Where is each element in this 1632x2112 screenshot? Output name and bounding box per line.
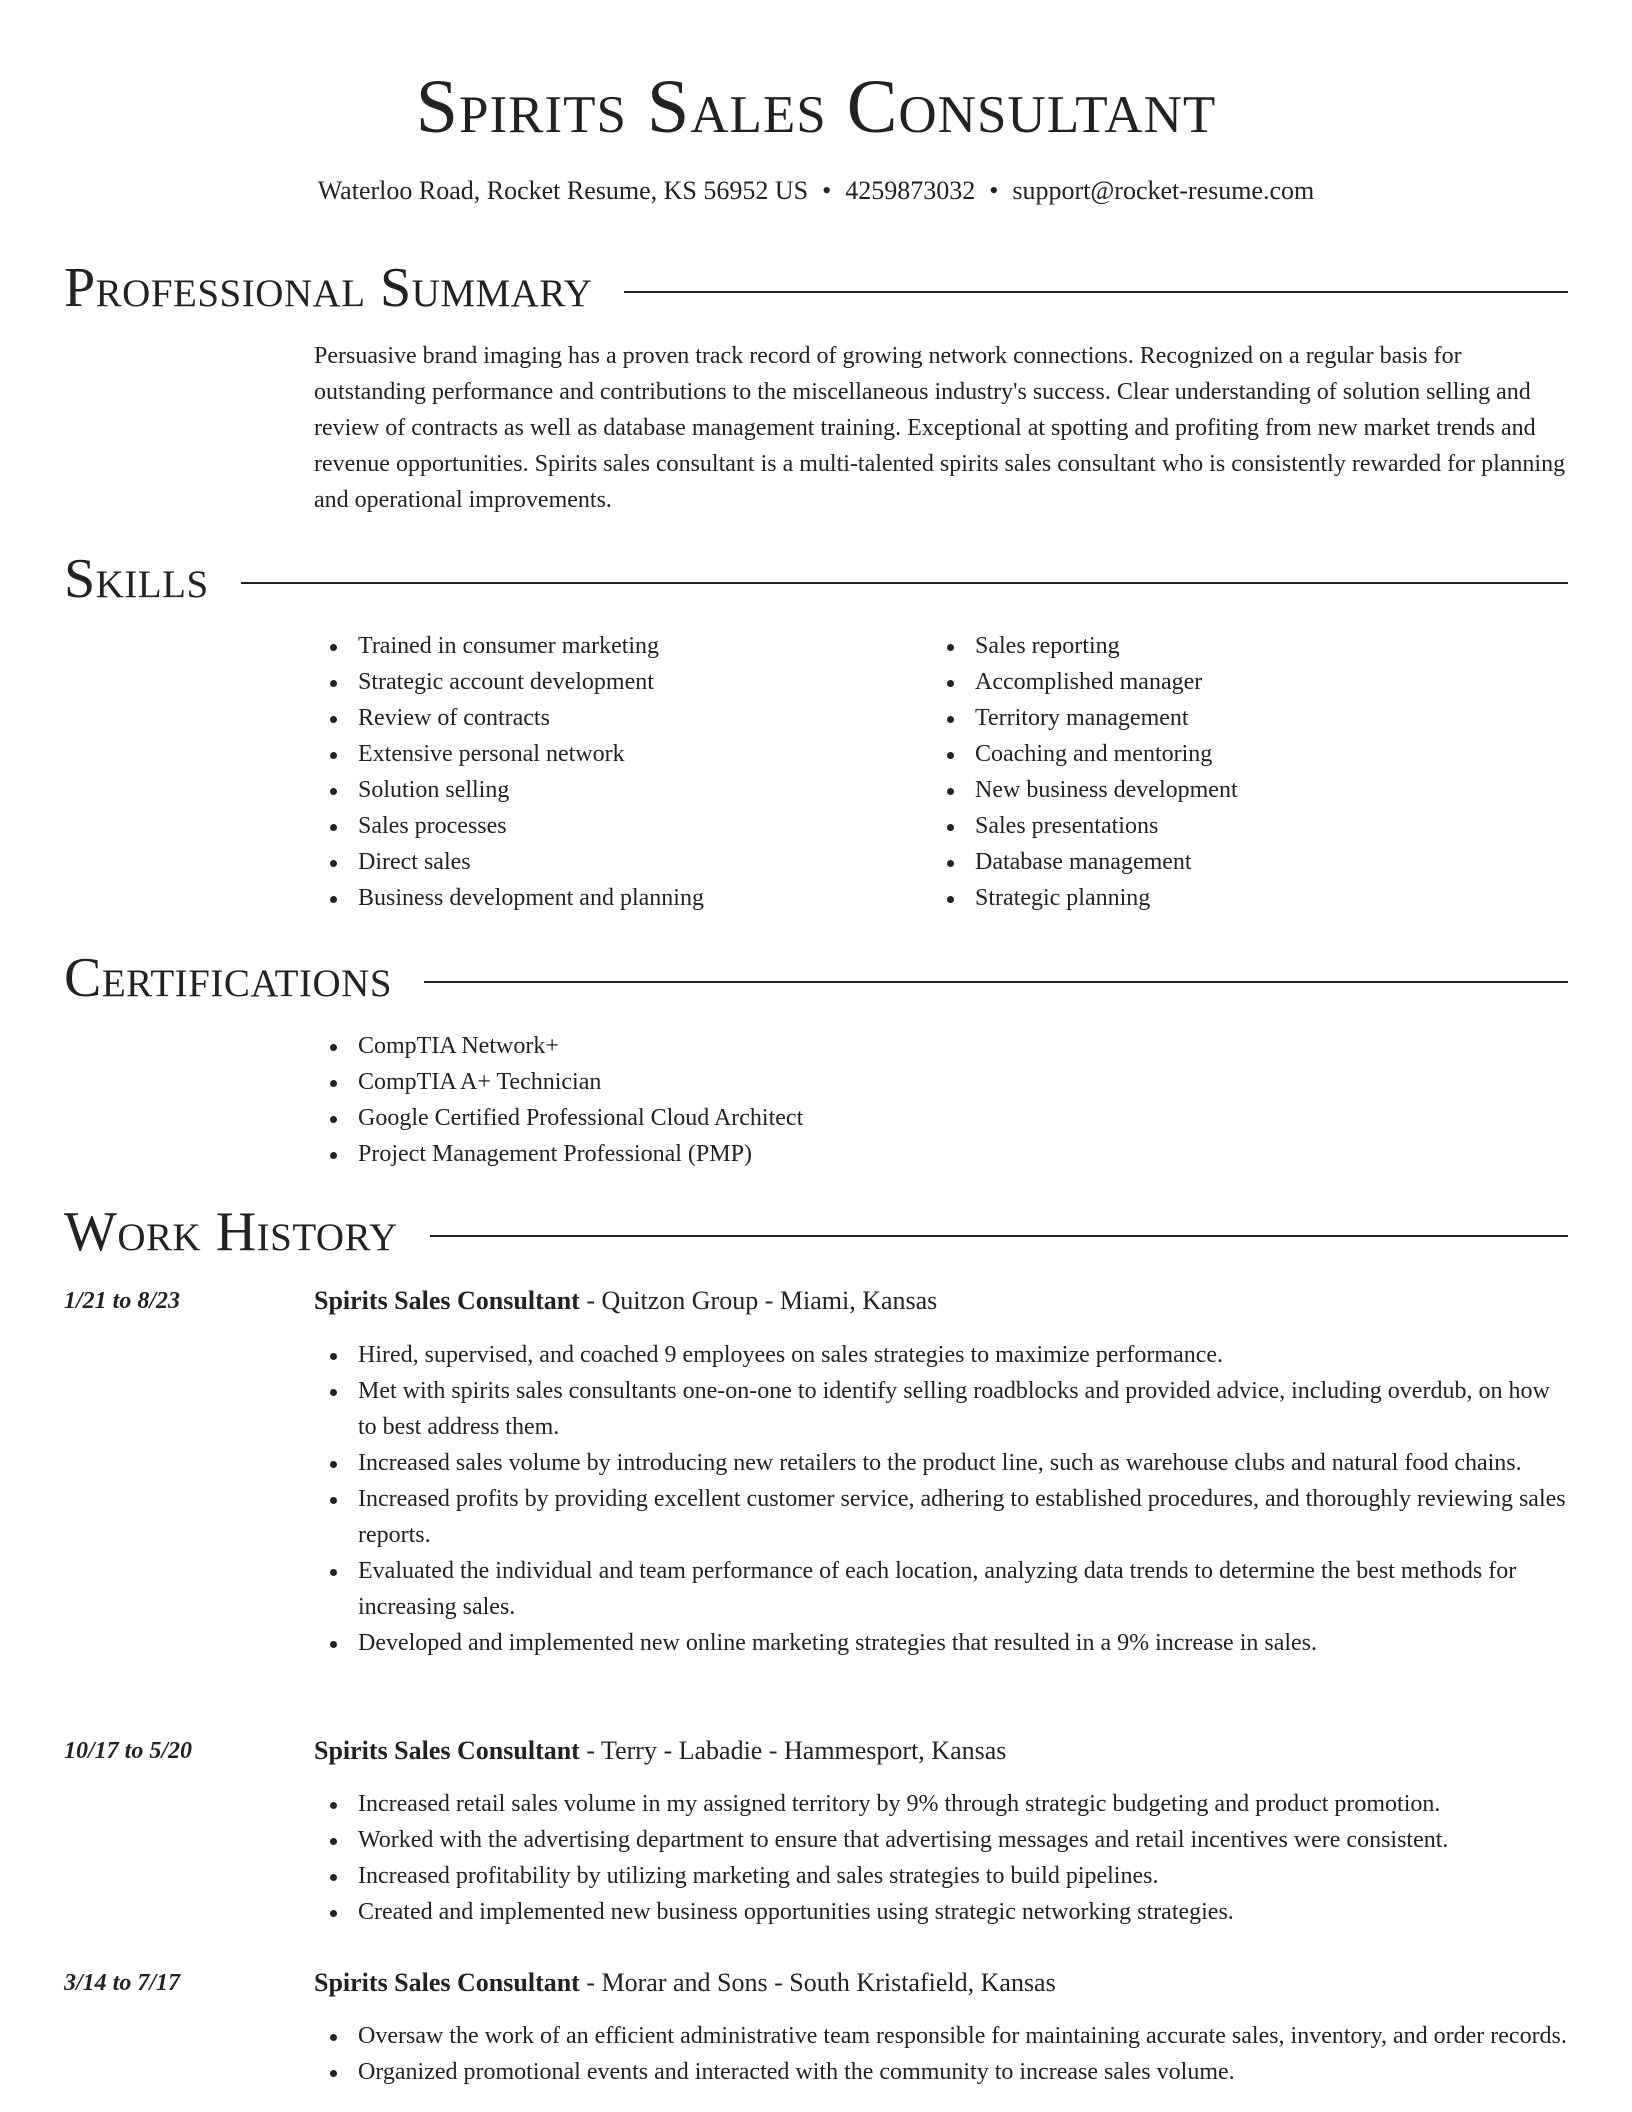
skill-item: Sales presentations bbox=[931, 808, 1548, 844]
section-divider bbox=[424, 981, 1568, 983]
duty-item: Increased sales volume by introducing new retailers to the product line, such as warehouse clubs and natural food chains. bbox=[314, 1445, 1568, 1481]
work-heading: Work History bbox=[64, 1201, 398, 1263]
skill-item: Direct sales bbox=[314, 844, 931, 880]
certifications-heading: Certifications bbox=[64, 947, 393, 1009]
skill-item: Review of contracts bbox=[314, 700, 931, 736]
skill-item: Accomplished manager bbox=[931, 664, 1548, 700]
skill-item: Trained in consumer marketing bbox=[314, 628, 931, 664]
summary-heading: Professional Summary bbox=[64, 257, 593, 319]
skill-item: Coaching and mentoring bbox=[931, 736, 1548, 772]
skills-heading: Skills bbox=[64, 548, 209, 610]
skill-item: Sales processes bbox=[314, 808, 931, 844]
section-divider bbox=[241, 582, 1568, 584]
certification-item: Google Certified Professional Cloud Architect bbox=[314, 1100, 1568, 1136]
skill-item: Extensive personal network bbox=[314, 736, 931, 772]
job-heading bbox=[314, 1733, 1568, 1769]
skills-list bbox=[314, 628, 1568, 916]
duty-item: Evaluated the individual and team performance of each location, analyzing data trends to determine the best methods for increasing sales. bbox=[314, 1553, 1568, 1625]
job-title: Spirits Sales Consultant bbox=[314, 1286, 580, 1315]
job-duties bbox=[314, 1337, 1568, 1661]
skill-item: Strategic account development bbox=[314, 664, 931, 700]
duty-item: Increased profitability by utilizing marketing and sales strategies to build pipelines. bbox=[314, 1858, 1568, 1894]
contact-line bbox=[0, 174, 1632, 208]
section-divider bbox=[624, 291, 1568, 293]
duty-item: Increased profits by providing excellent customer service, adhering to established procedures, and thoroughly reviewing sales reports. bbox=[314, 1481, 1568, 1553]
skills-section-header bbox=[64, 547, 1568, 611]
certification-item: Project Management Professional (PMP) bbox=[314, 1136, 1568, 1172]
job-title: Spirits Sales Consultant bbox=[314, 1968, 580, 1997]
certification-item: CompTIA A+ Technician bbox=[314, 1064, 1568, 1100]
job-heading bbox=[314, 1283, 1568, 1319]
duty-item: Hired, supervised, and coached 9 employees on sales strategies to maximize performance. bbox=[314, 1337, 1568, 1373]
job-employer: - Quitzon Group - Miami, Kansas bbox=[579, 1286, 938, 1315]
duty-item: Developed and implemented new online marketing strategies that resulted in a 9% increase in sales. bbox=[314, 1625, 1568, 1661]
duty-item: Met with spirits sales consultants one-on-one to identify selling roadblocks and provided advice, including overdub, on how to best address them. bbox=[314, 1373, 1568, 1445]
summary-section-header bbox=[64, 256, 1568, 320]
contact-phone: 4259873032 bbox=[845, 176, 976, 205]
contact-separator: • bbox=[822, 176, 832, 205]
job-employer: - Morar and Sons - South Kristafield, Kansas bbox=[579, 1968, 1056, 1997]
certifications-list bbox=[314, 1028, 1568, 1172]
duty-item: Organized promotional events and interacted with the community to increase sales volume. bbox=[314, 2054, 1568, 2090]
contact-separator: • bbox=[989, 176, 999, 205]
resume-name: Spirits Sales Consultant bbox=[415, 65, 1217, 149]
job-dates: 3/14 to 7/17 bbox=[64, 1970, 181, 1996]
duty-item: Oversaw the work of an efficient administrative team responsible for maintaining accurate sales, inventory, and order records. bbox=[314, 2018, 1568, 2054]
skill-item: Business development and planning bbox=[314, 880, 931, 916]
skill-item: New business development bbox=[931, 772, 1548, 808]
contact-address: Waterloo Road, Rocket Resume, KS 56952 US bbox=[317, 176, 809, 205]
contact-email: support@rocket-resume.com bbox=[1012, 176, 1315, 205]
skills-column-right bbox=[931, 628, 1548, 916]
skill-item: Solution selling bbox=[314, 772, 931, 808]
job-heading bbox=[314, 1965, 1568, 2001]
duty-item: Increased retail sales volume in my assigned territory by 9% through strategic budgeting and product promotion. bbox=[314, 1786, 1568, 1822]
skills-column-left bbox=[314, 628, 931, 916]
duty-item: Worked with the advertising department to ensure that advertising messages and retail incentives were consistent. bbox=[314, 1822, 1568, 1858]
summary-text: Persuasive brand imaging has a proven track record of growing network connections. Recognized on a regular basis for outstanding performance and contributions to the miscellaneous industry's success. Clear understanding of solution selling and review of contracts as well as database management training. Exceptional at spotting and profiting from new market trends and revenue opportunities. Spirits sales consultant is a multi-talented spirits sales consultant who is consistently rewarded for planning and operational improvements. bbox=[314, 343, 1566, 513]
duty-item: Created and implemented new business opportunities using strategic networking strategies. bbox=[314, 1894, 1568, 1930]
skill-item: Database management bbox=[931, 844, 1548, 880]
work-section-header bbox=[64, 1200, 1568, 1264]
section-divider bbox=[430, 1235, 1568, 1237]
job-employer: - Terry - Labadie - Hammesport, Kansas bbox=[579, 1736, 1007, 1765]
job-title: Spirits Sales Consultant bbox=[314, 1736, 580, 1765]
certification-item: CompTIA Network+ bbox=[314, 1028, 1568, 1064]
job-dates: 1/21 to 8/23 bbox=[64, 1288, 181, 1314]
job-duties bbox=[314, 1786, 1568, 1930]
job-dates: 10/17 to 5/20 bbox=[64, 1738, 193, 1764]
skill-item: Territory management bbox=[931, 700, 1548, 736]
job-duties bbox=[314, 2018, 1568, 2090]
skill-item: Strategic planning bbox=[931, 880, 1548, 916]
skill-item: Sales reporting bbox=[931, 628, 1548, 664]
certifications-section-header bbox=[64, 946, 1568, 1010]
